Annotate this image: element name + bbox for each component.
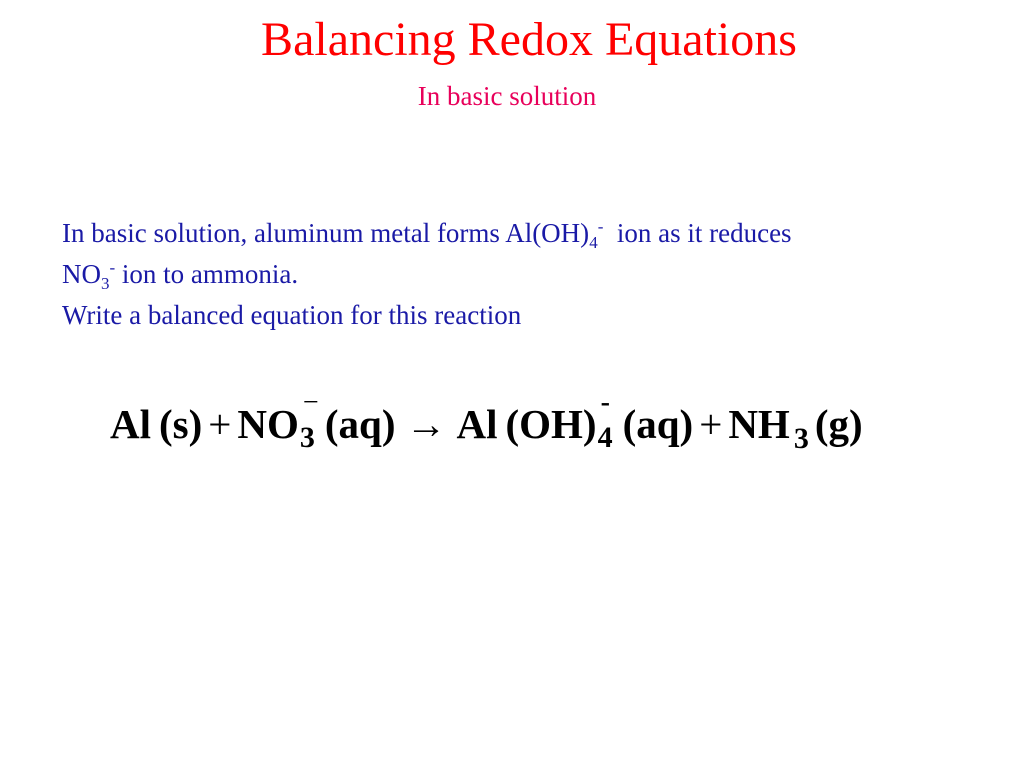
nitrate-charge: − bbox=[302, 387, 319, 418]
problem-text: ion to ammonia. bbox=[115, 259, 299, 289]
subscript: 3 bbox=[101, 274, 110, 293]
reactant-nitrate: NO bbox=[237, 401, 299, 447]
aluminate-charge-stack bbox=[597, 387, 623, 454]
state-solid: (s) bbox=[159, 401, 203, 447]
plus-sign: + bbox=[699, 401, 723, 447]
reactant-al: Al bbox=[110, 401, 151, 447]
ammonia-subscript: 3 bbox=[793, 422, 809, 455]
slide-title: Balancing Redox Equations bbox=[261, 13, 797, 66]
superscript: - bbox=[597, 217, 604, 236]
hydroxide-group: (OH) bbox=[505, 401, 597, 447]
product-al: Al bbox=[456, 401, 498, 447]
reaction-arrow: → bbox=[405, 401, 447, 447]
state-aqueous: (aq) bbox=[622, 401, 694, 447]
chemical-equation bbox=[110, 387, 863, 457]
product-ammonia: NH bbox=[728, 401, 790, 447]
nitrate-charge-stack bbox=[299, 387, 325, 454]
problem-line-3: Write a balanced equation for this reaction bbox=[62, 300, 522, 330]
superscript: - bbox=[109, 258, 116, 277]
aluminate-subscript: 4 bbox=[597, 421, 613, 454]
problem-text: ion as it reduces bbox=[603, 218, 792, 248]
problem-line-2 bbox=[62, 254, 1002, 295]
nitrate-subscript: 3 bbox=[299, 421, 315, 454]
problem-text: NO bbox=[62, 259, 101, 289]
aluminate-charge: - bbox=[600, 387, 610, 418]
subscript: 4 bbox=[589, 233, 598, 252]
state-aqueous: (aq) bbox=[324, 401, 396, 447]
slide-subtitle: In basic solution bbox=[417, 81, 597, 111]
problem-text: In basic solution, aluminum metal forms Al(OH) bbox=[62, 218, 590, 248]
state-gas: (g) bbox=[814, 401, 863, 447]
problem-line-1 bbox=[62, 213, 1002, 254]
problem-statement bbox=[62, 213, 1002, 336]
plus-sign: + bbox=[208, 401, 232, 447]
